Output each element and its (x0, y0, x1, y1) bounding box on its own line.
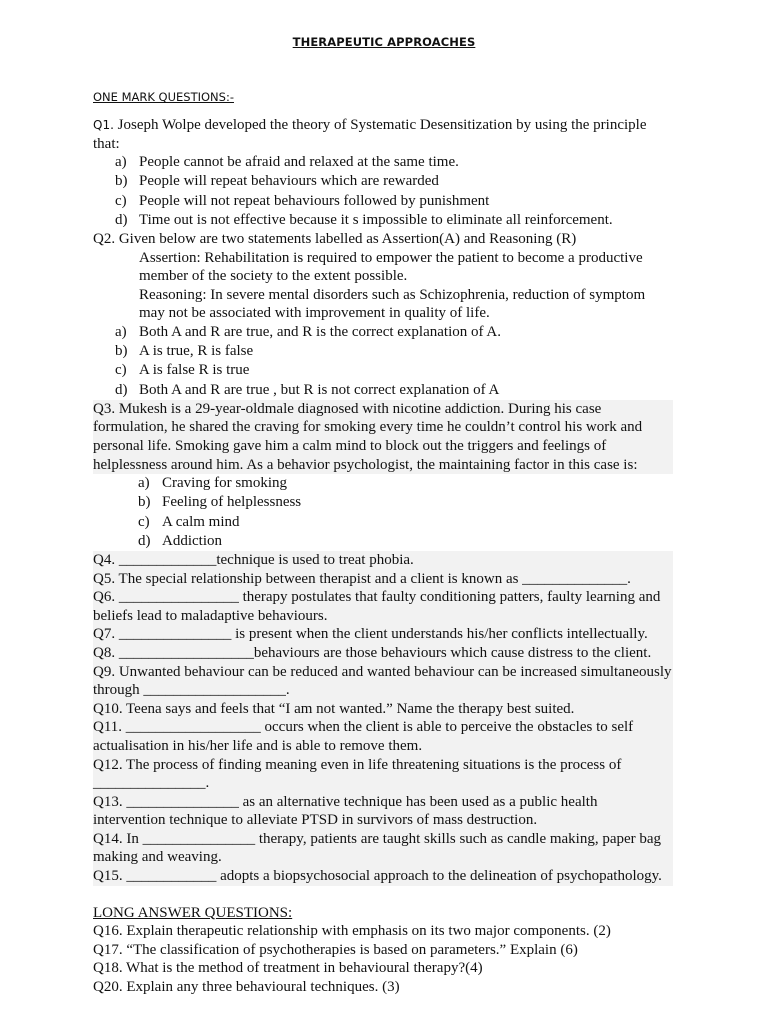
question-17: Q17. “The classification of psychotherapies is based on parameters.” Explain (6) (93, 941, 578, 958)
q3-option-b: b) Feeling of helplessness (138, 494, 302, 511)
question-3: Q3. Mukesh is a 29-year-oldmale diagnosed with nicotine addiction. During his case formulation, he shared the craving for smoking every time he couldn’t control his work and personal life. Smoking gave him a calm mind to block out the triggers and feelings of helplessness around him. As a behavior psychologist, the maintaining factor in this case is: (93, 400, 673, 474)
question-5: Q5. The special relationship between therapist and a client is known as ______________. (93, 570, 673, 589)
q1-option-a: a) People cannot be afraid and relaxed at the same time. (115, 154, 459, 171)
q1-option-b: b) People will repeat behaviours which are rewarded (115, 173, 439, 190)
question-6: Q6. ________________ therapy postulates that faulty conditioning patters, faulty learning and beliefs lead to maladaptive behaviours. (93, 588, 673, 625)
question-2-assertion: Assertion: Rehabilitation is required to empower the patient to become a productive member of the society to the extent possible. (139, 249, 643, 285)
document-title: THERAPEUTIC APPROACHES (292, 35, 476, 49)
q3-option-d: d) Addiction (138, 532, 222, 549)
question-16: Q16. Explain therapeutic relationship with emphasis on its two major components. (2) (93, 923, 611, 940)
question-1-text: Joseph Wolpe developed the theory of Systematic Desensitization by using the principle that: (93, 117, 647, 152)
question-11: Q11. __________________ occurs when the client is able to perceive the obstacles to self actualisation in his/her life and is able to remove them. (93, 718, 673, 755)
question-12: Q12. The process of finding meaning even in life threatening situations is the process of _______________. (93, 756, 673, 793)
q1-option-d: d) Time out is not effective because it s impossible to eliminate all reinforcement. (115, 211, 613, 228)
q1-option-c: c) People will not repeat behaviours followed by punishment (115, 192, 490, 209)
section-heading-long-answer: LONG ANSWER QUESTIONS: (93, 904, 293, 921)
q3-option-a: a) Craving for smoking (138, 475, 287, 492)
question-15: Q15. ____________ adopts a biopsychosocial approach to the delineation of psychopathology. (93, 867, 673, 886)
question-18: Q18. What is the method of treatment in behavioural therapy?(4) (93, 960, 483, 977)
question-4: Q4. _____________technique is used to treat phobia. (93, 551, 673, 570)
q3-option-c: c) A calm mind (138, 513, 240, 530)
q2-option-d: d) Both A and R are true , but R is not correct explanation of A (115, 381, 500, 398)
questions-body (93, 116, 673, 997)
question-8: Q8. __________________behaviours are those behaviours which cause distress to the client. (93, 644, 673, 663)
question-13: Q13. _______________ as an alternative technique has been used as a public health intervention technique to alleviate PTSD in survivors of mass destruction. (93, 793, 673, 830)
q2-option-b: b) A is true, R is false (115, 343, 254, 360)
question-14: Q14. In _______________ therapy, patients are taught skills such as candle making, paper bag making and weaving. (93, 830, 673, 867)
question-10: Q10. Teena says and feels that “I am not wanted.” Name the therapy best suited. (93, 700, 673, 719)
question-20: Q20. Explain any three behavioural techniques. (3) (93, 979, 400, 996)
q2-option-a: a) Both A and R are true, and R is the correct explanation of A. (115, 323, 501, 340)
question-1-number: Q1. (93, 118, 114, 132)
question-9: Q9. Unwanted behaviour can be reduced and wanted behaviour can be increased simultaneously through ___________________. (93, 663, 672, 699)
question-1 (93, 116, 673, 153)
question-2-reasoning: Reasoning: In severe mental disorders such as Schizophrenia, reduction of symptom may not be associated with improvement in quality of life. (139, 286, 646, 322)
question-7: Q7. _______________ is present when the client understands his/her conflicts intellectually. (93, 625, 673, 644)
q2-option-c: c) A is false R is true (115, 362, 250, 379)
question-2: Q2. Given below are two statements labelled as Assertion(A) and Reasoning (R) (93, 231, 577, 247)
section-heading-one-mark: ONE MARK QUESTIONS:- (93, 90, 234, 104)
